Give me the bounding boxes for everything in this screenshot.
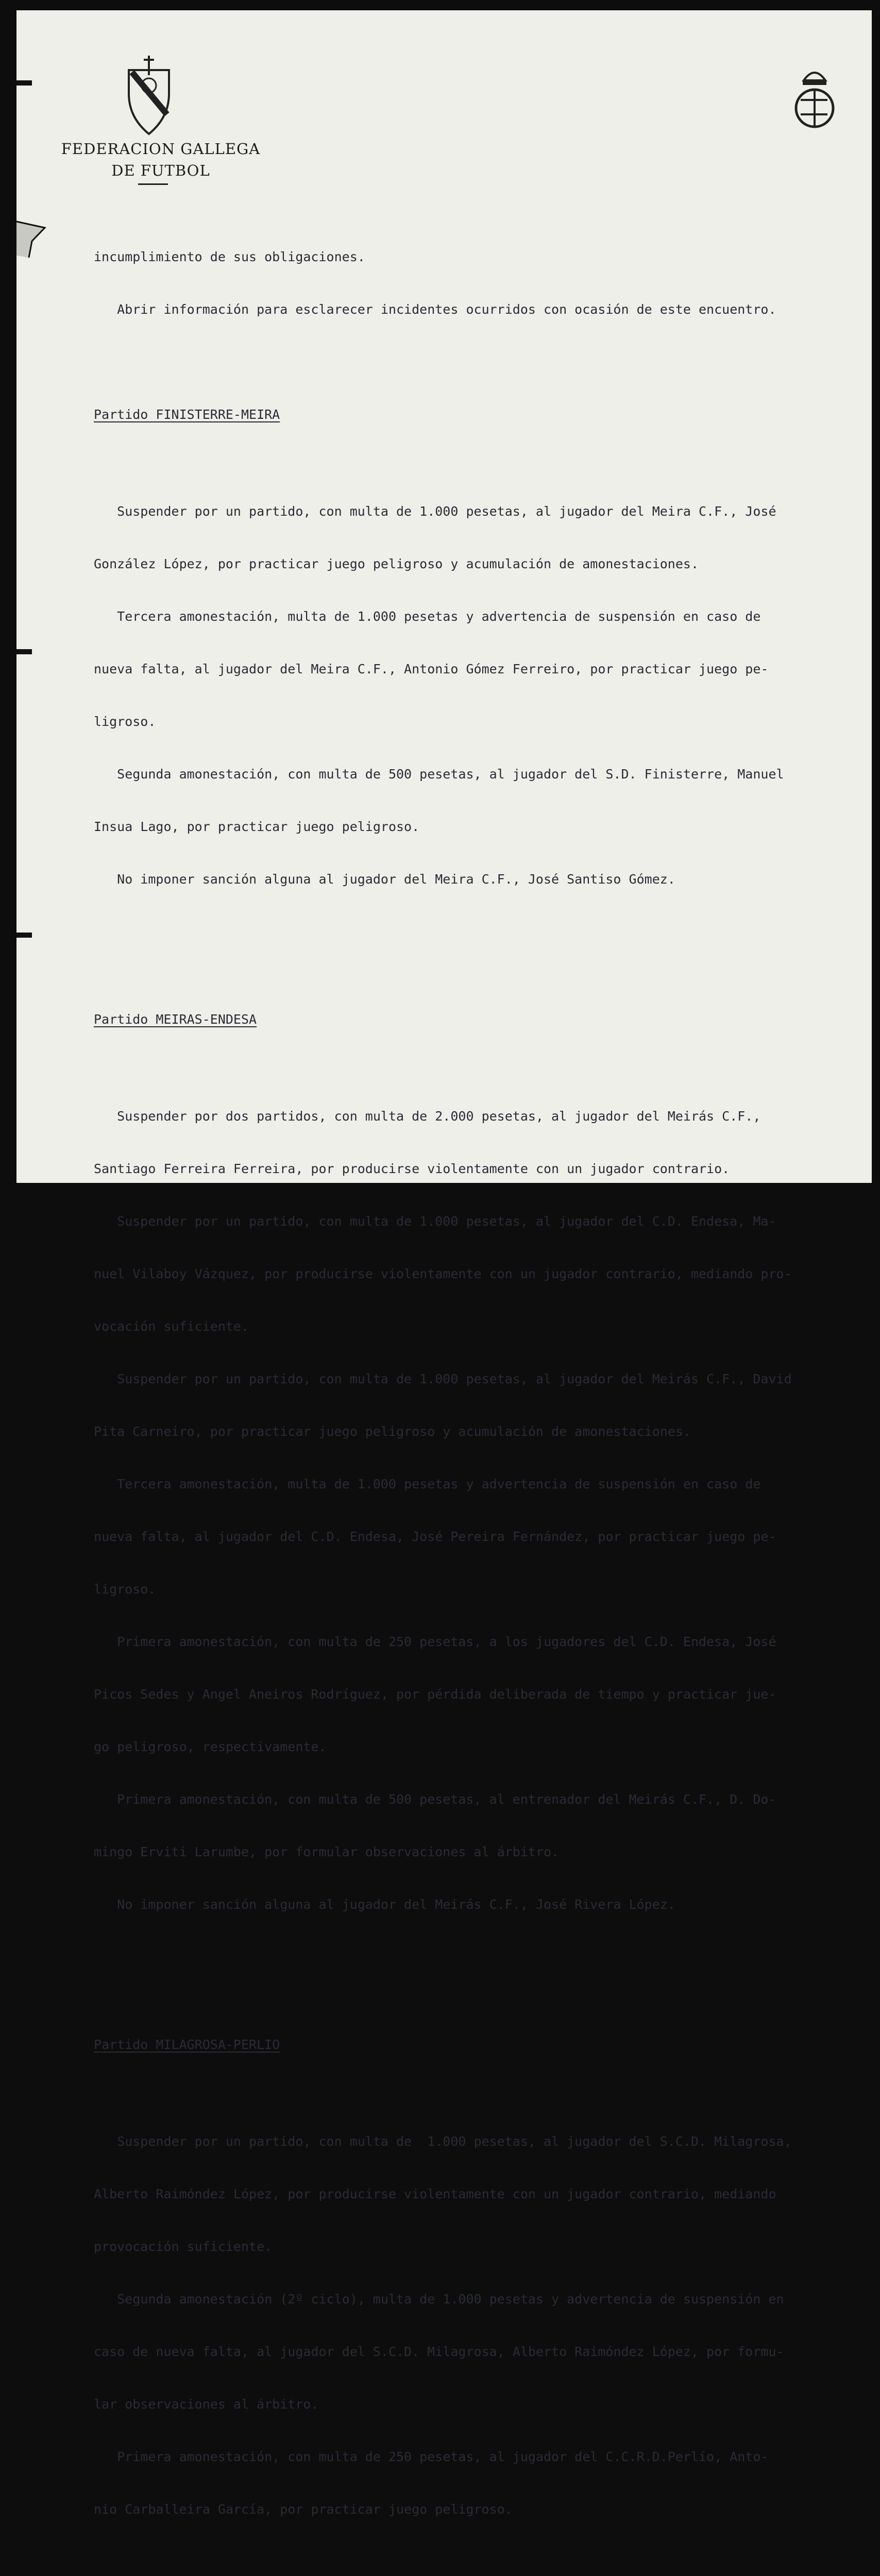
galician-federation-shield-icon: [126, 53, 172, 135]
federation-name-line2: DE FUTBOL: [111, 162, 210, 179]
section-milagrosa-perlio: [94, 2001, 861, 2553]
federation-name-line1: FEDERACION GALLEGA: [61, 140, 261, 158]
section-heading: Partido MEIRAS-ENDESA: [94, 1012, 257, 1027]
paper-tear-mark: [16, 222, 47, 258]
body-line: Primera amonestación, con multa de 250 pesetas, al jugador del C.C.R.D.Perlío, Anto-: [94, 2449, 769, 2464]
body-line: Segunda amonestación, con multa de 500 pesetas, al jugador del S.D. Finisterre, Manuel: [94, 767, 784, 782]
document-page: [16, 10, 872, 2517]
body-line: No imponer sanción alguna al jugador del Meirás C.F., José Rivera López.: [94, 1897, 675, 1912]
body-line: mingo Erviti Larumbe, por formular observaciones al árbitro.: [94, 1844, 560, 1859]
federation-name: [53, 138, 269, 181]
body-line: Primera amonestación, con multa de 250 pesetas, a los jugadores del C.D. Endesa, José: [94, 1634, 776, 1649]
body-line: Tercera amonestación, multa de 1.000 pesetas y advertencia de suspensión en caso de: [94, 1477, 761, 1492]
section-heading: Partido FINISTERRE-MEIRA: [94, 407, 280, 422]
body-line: Suspender por un partido, con multa de 1.000 pesetas, al jugador del S.C.D. Milagrosa,: [94, 2134, 792, 2149]
body-line: Santiago Ferreira Ferreira, por producirse violentamente con un jugador contrario.: [94, 1161, 730, 1176]
body-line: provocación suficiente.: [94, 2239, 273, 2254]
section-heading: Partido MILAGROSA-PERLIO: [94, 2037, 280, 2052]
body-line: caso de nueva falta, al jugador del S.C.D. Milagrosa, Alberto Raimóndez López, por formu-: [94, 2344, 784, 2359]
body-line: Primera amonestación, con multa de 500 pesetas, al entrenador del Meirás C.F., D. Do-: [94, 1792, 776, 1807]
body-line: Suspender por dos partidos, con multa de 2.000 pesetas, al jugador del Meirás C.F.,: [94, 1109, 761, 1124]
body-line: nuel Vilaboy Vázquez, por producirse violentamente con un jugador contrario, mediando pro-: [94, 1266, 792, 1281]
body-line: No imponer sanción alguna al jugador del Meira C.F., José Santiso Gómez.: [94, 872, 675, 887]
body-line: Tercera amonestación, multa de 1.000 pesetas y advertencia de suspensión en caso de: [94, 609, 761, 624]
binder-punch-mark: [16, 80, 32, 86]
body-line: nueva falta, al jugador del Meira C.F., Antonio Gómez Ferreiro, por practicar juego pe-: [94, 662, 769, 676]
body-line: Suspender por un partido, con multa de 1.000 pesetas, al jugador del Meirás C.F., David: [94, 1371, 792, 1386]
body-line: ligroso.: [94, 1582, 156, 1597]
body-line: ligroso.: [94, 714, 156, 729]
body-line: González López, por practicar juego peligroso y acumulación de amonestaciones.: [94, 556, 699, 571]
body-line: lar observaciones al árbitro.: [94, 2397, 319, 2412]
body-line: Suspender por un partido, con multa de 1.000 pesetas, al jugador del Meira C.F., José: [94, 504, 776, 519]
section-meiras-endesa: [94, 976, 861, 1948]
spanish-federation-crown-emblem-icon: [793, 65, 836, 137]
section-finisterre-meira: [94, 371, 861, 923]
body-line: nueva falta, al jugador del C.D. Endesa, José Pereira Fernández, por practicar juego pe-: [94, 1529, 776, 1544]
body-line: Alberto Raimóndez López, por producirse violentamente con un jugador contrario, mediando: [94, 2187, 776, 2201]
body-line: vocación suficiente.: [94, 1319, 249, 1334]
intro-line: incumplimiento de sus obligaciones.: [94, 249, 365, 264]
body-line: Pita Carneiro, por practicar juego peligroso y acumulación de amonestaciones.: [94, 1424, 691, 1439]
binder-punch-mark: [16, 649, 32, 654]
intro-line: Abrir información para esclarecer incidentes ocurridos con ocasión de este encuentro.: [94, 302, 776, 317]
body-line: go peligroso, respectivamente.: [94, 1739, 327, 1754]
body-line: Segunda amonestación (2º ciclo), multa de 1.000 pesetas y advertencia de suspensión en: [94, 2292, 784, 2307]
body-line: Insua Lago, por practicar juego peligroso.: [94, 819, 420, 834]
body-line: Picos Sedes y Angel Aneiros Rodríguez, por pérdida deliberada de tiempo y practicar jue-: [94, 1687, 776, 1702]
document-body: [94, 213, 861, 2576]
binder-punch-mark: [16, 933, 32, 938]
federation-underline: [138, 183, 168, 185]
body-line: Suspender por un partido, con multa de 1.000 pesetas, al jugador del C.D. Endesa, Ma-: [94, 1214, 776, 1229]
body-line: nio Carballeira García, por practicar juego peligroso.: [94, 2502, 513, 2517]
